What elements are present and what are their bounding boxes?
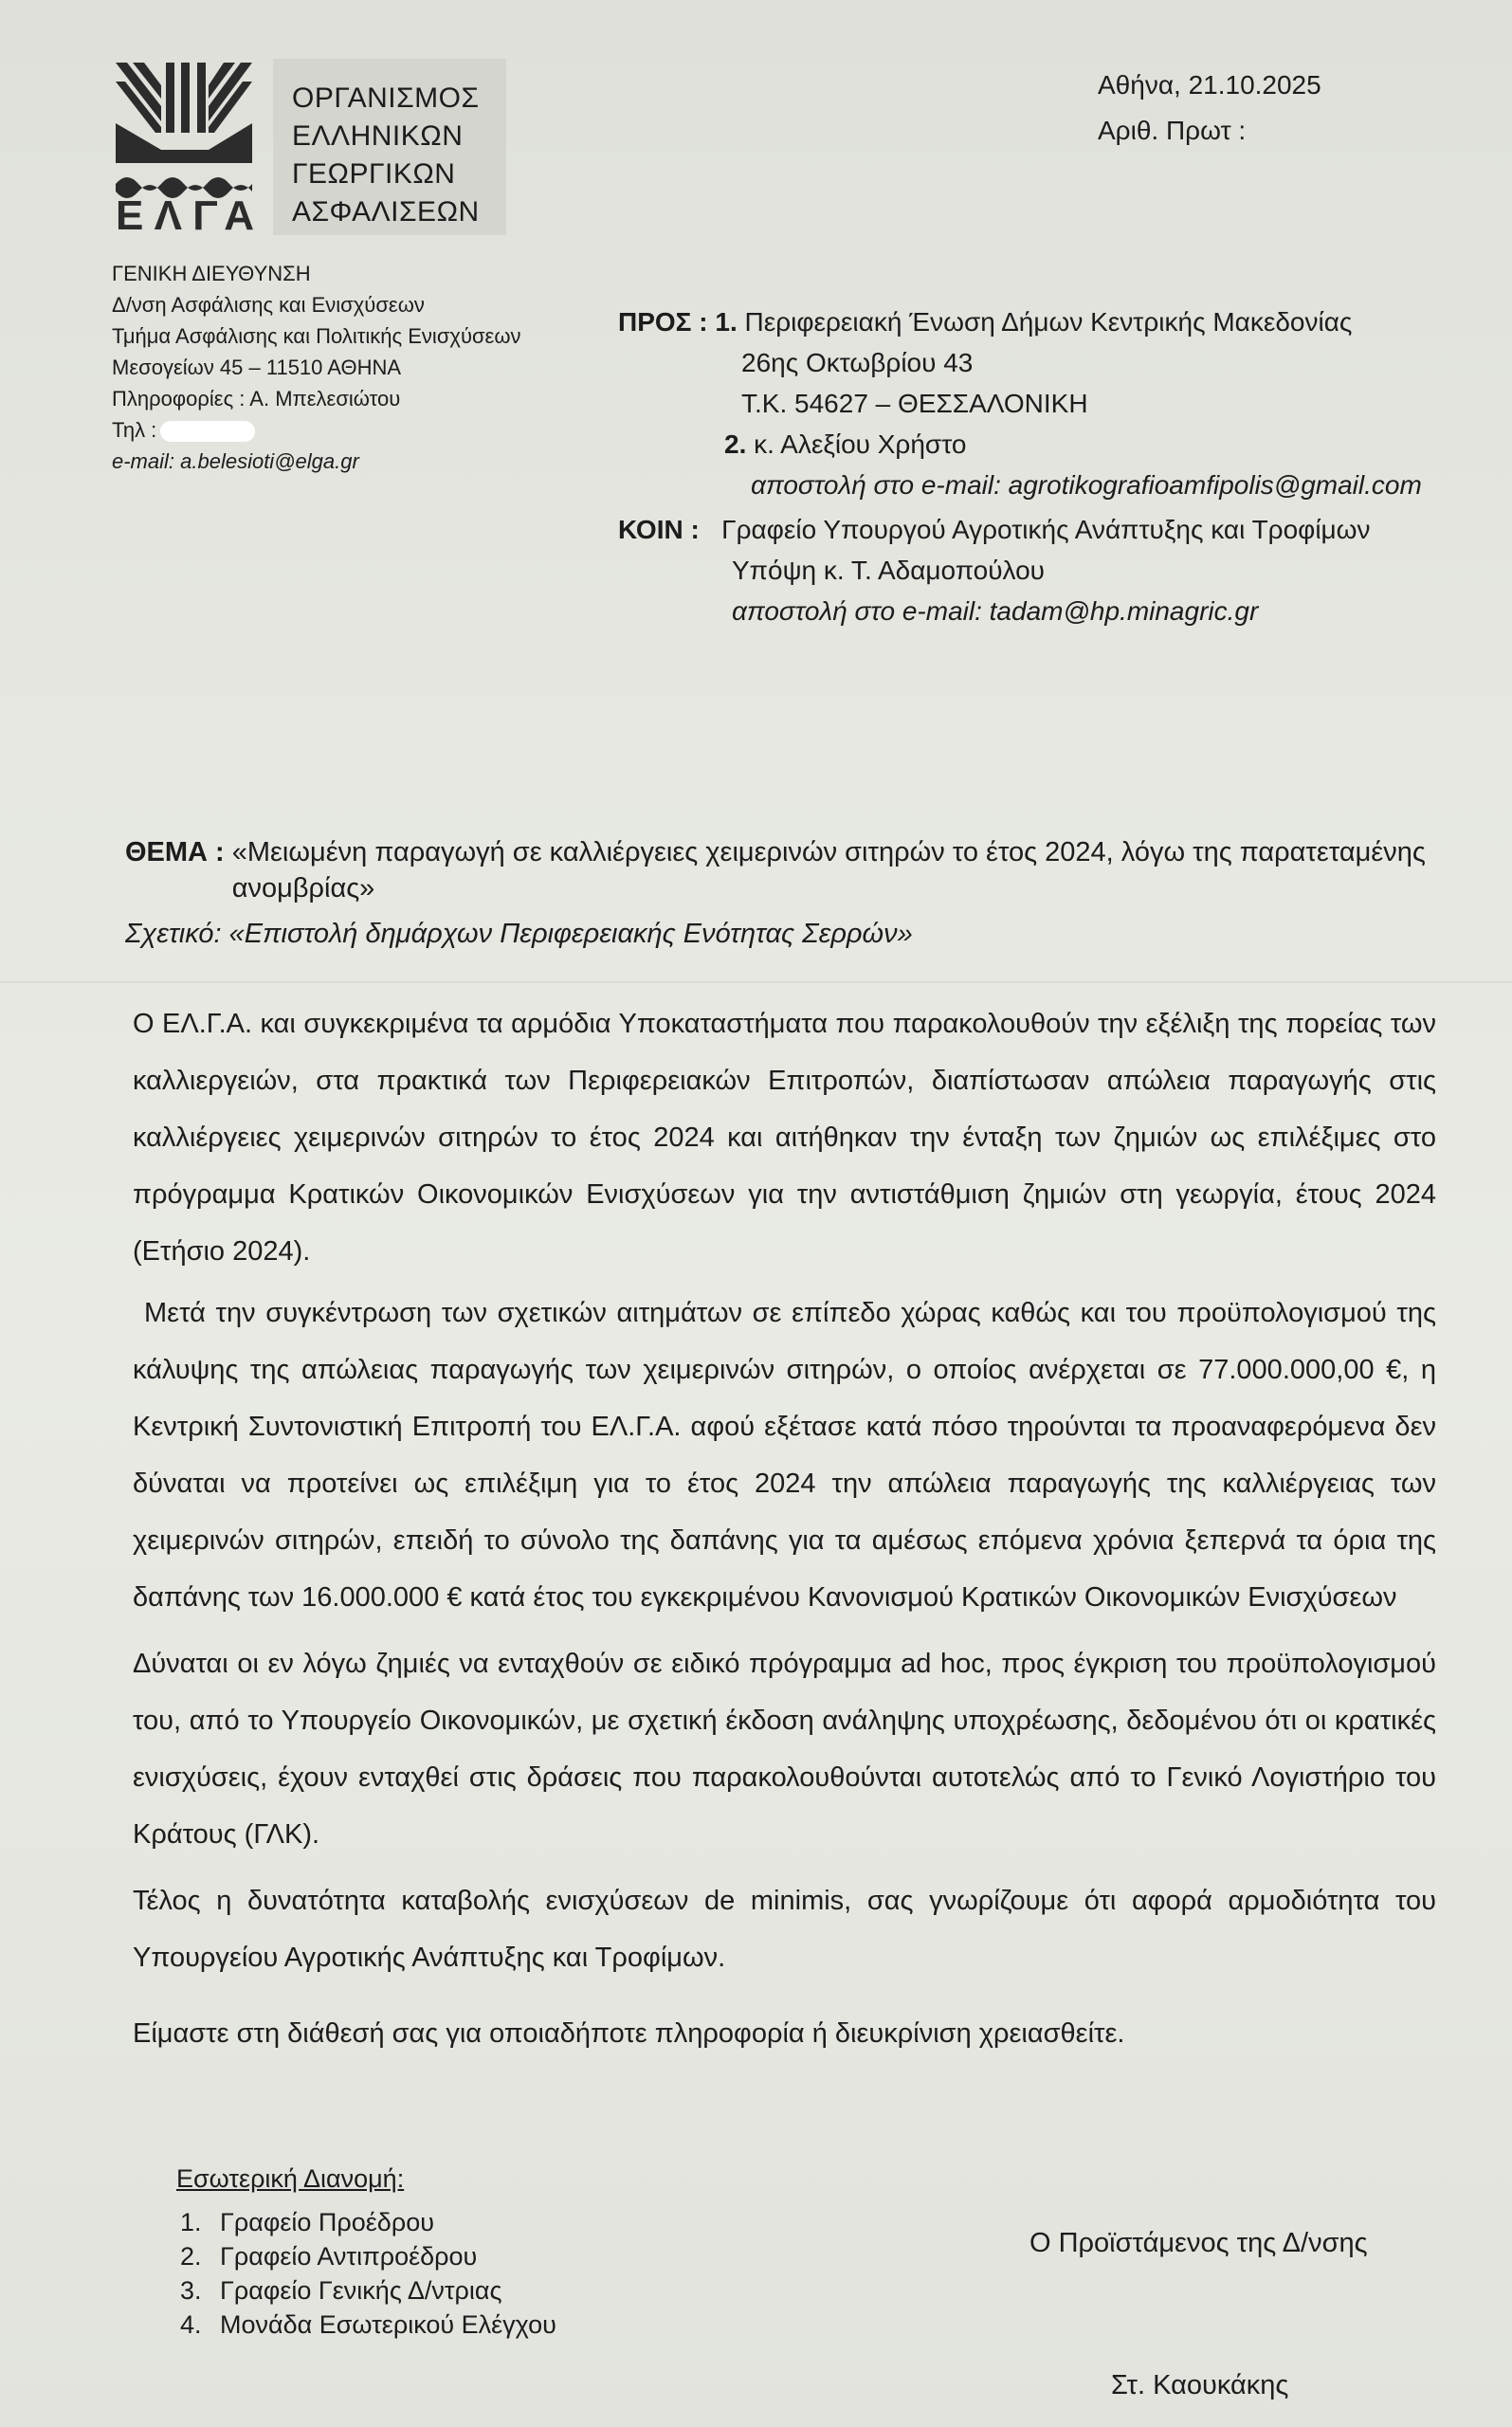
recipients-block	[618, 301, 1422, 631]
body-paragraph: Μετά την συγκέντρωση των σχετικών αιτημάτων σε επίπεδο χώρας καθώς και του προϋπολογισμού της κάλυψης της απώλειας παραγωγής των χειμερινών σιτηρών, ο οποίος ανέρχεται σε 77.000.000,00 €, η Κεντρική Συντονιστική Επιτροπή του ΕΛ.Γ.Α. αφού εξέτασε κατά πόσο τηρούνται τα προαναφερόμενα δεν δύναται να προτείνει ως επιλέξιμη για το έτος 2024 την απώλεια παραγωγής της καλλιέργειας των χειμερινών σιτηρών, επειδή το σύνολο της δαπάνης για τα αμέσως επόμενα χρόνια ξεπερνά τα όρια της δαπάνης των 16.000.000 € κατά έτος του εγκεκριμένου Κανονισμού Κρατικών Οικονομικών Ενισχύσεων	[133, 1298, 1436, 1613]
recipient-number: 1.	[715, 307, 738, 337]
distribution-item: 2. Γραφείο Αντιπροέδρου	[209, 2239, 556, 2273]
wheat-logo-icon	[114, 59, 256, 234]
document-date: Αθήνα, 21.10.2025	[1098, 70, 1321, 100]
redacted-phone	[160, 421, 255, 442]
cc-recipient: Γραφείο Υπουργού Αγροτικής Ανάπτυξης και Τροφίμων	[721, 515, 1371, 544]
subject-line	[125, 834, 1433, 906]
elga-logo	[114, 59, 256, 234]
cc-attention: Υπόψη κ. Τ. Αδαμοπούλου	[732, 556, 1045, 585]
protocol-number-label: Αριθ. Πρωτ :	[1098, 116, 1247, 145]
distribution-item: 3. Γραφείο Γενικής Δ/ντριας	[209, 2273, 556, 2308]
sender-email: e-mail: a.belesioti@elga.gr	[112, 449, 359, 473]
body-paragraph: Είμαστε στη διάθεσή σας για οποιαδήποτε πληροφορία ή διευκρίνιση χρειασθείτε.	[133, 2018, 1125, 2049]
phone-label: Τηλ :	[112, 418, 157, 442]
org-name-line: ΕΛΛΗΝΙΚΩΝ	[292, 120, 464, 152]
subject-label: ΘΕΜΑ :	[125, 837, 225, 867]
cc-email: αποστολή στο e-mail: tadam@hp.minagric.gr	[732, 596, 1259, 626]
paper-fold	[0, 981, 1512, 983]
organization-name	[273, 59, 506, 235]
sender-line: ΓΕΝΙΚΗ ΔΙΕΥΘΥΝΣΗ	[112, 262, 311, 285]
cc-label: ΚΟΙΝ :	[618, 515, 700, 544]
sender-phone	[112, 414, 521, 446]
body-paragraph: Δύναται οι εν λόγω ζημιές να ενταχθούν σε ειδικό πρόγραμμα ad hoc, προς έγκριση του προϋπολογισμού του, από το Υπουργείο Οικονομικών, με σχετική έκδοση ανάληψης υποχρέωσης, δεδομένου ότι οι κρατικές ενισχύσεις, έχουν ενταχθεί στις δράσεις που παρακολουθούνται αυτοτελώς από το Γενικό Λογιστήριο του Κράτους (ΓΛΚ).	[133, 1649, 1436, 1850]
recipient-name: Περιφερειακή Ένωση Δήμων Κεντρικής Μακεδονίας	[744, 307, 1353, 337]
distribution-item: 1. Γραφείο Προέδρου	[209, 2205, 556, 2239]
signature-name: Στ. Καουκάκης	[1111, 2370, 1289, 2400]
recipient-address: 26ης Οκτωβρίου 43	[741, 348, 974, 377]
org-name-line: ΓΕΩΡΓΙΚΩΝ	[292, 158, 456, 190]
recipient-name: κ. Αλεξίου Χρήστο	[754, 429, 967, 459]
subject-text: «Μειωμένη παραγωγή σε καλλιέργειες χειμερινών σιτηρών το έτος 2024, λόγω της παρατεταμένης ανομβρίας»	[231, 837, 1426, 903]
sender-line: Πληροφορίες : Α. Μπελεσιώτου	[112, 387, 401, 411]
recipient-number: 2.	[724, 429, 747, 459]
distribution-list	[176, 2205, 556, 2342]
cc-block	[618, 509, 1422, 550]
recipient-email: αποστολή στο e-mail: agrotikografioamfipolis@gmail.com	[751, 470, 1422, 500]
recipient-2	[724, 424, 1422, 465]
date-block	[1098, 63, 1321, 154]
body-paragraph: Τέλος η δυνατότητα καταβολής ενισχύσεων de minimis, σας γνωρίζουμε ότι αφορά αρμοδιότητα του Υπουργείου Αγροτικής Ανάπτυξης και Τροφίμων.	[133, 1886, 1436, 1973]
signature-title: Ο Προϊστάμενος της Δ/νσης	[1029, 2228, 1368, 2258]
sender-line: Δ/νση Ασφάλισης και Ενισχύσεων	[112, 293, 425, 317]
distribution-heading: Εσωτερική Διανομή:	[176, 2164, 405, 2193]
svg-text:ΕΛΓΑ: ΕΛΓΑ	[116, 192, 254, 234]
org-name-line: ΑΣΦΑΛΙΣΕΩΝ	[292, 196, 480, 228]
recipient-1	[618, 301, 1422, 342]
org-name-line: ΟΡΓΑΝΙΣΜΟΣ	[292, 82, 480, 114]
recipient-postcode: Τ.Κ. 54627 – ΘΕΣΣΑΛΟΝΙΚΗ	[741, 389, 1088, 418]
related-reference: Σχετικό: «Επιστολή δημάρχων Περιφερειακής Ενότητας Σερρών»	[125, 919, 913, 949]
internal-distribution	[176, 2162, 556, 2342]
subject-block	[125, 834, 1433, 952]
distribution-item: 4. Μονάδα Εσωτερικού Ελέγχου	[209, 2308, 556, 2342]
sender-line: Τμήμα Ασφάλισης και Πολιτικής Ενισχύσεων	[112, 324, 521, 348]
sender-line: Μεσογείων 45 – 11510 ΑΘΗΝΑ	[112, 356, 402, 379]
to-label: ΠΡΟΣ :	[618, 307, 708, 337]
body-paragraph: Ο ΕΛ.Γ.Α. και συγκεκριμένα τα αρμόδια Υποκαταστήματα που παρακολουθούν την εξέλιξη της πορείας των καλλιεργειών, στα πρακτικά των Περιφερειακών Επιτροπών, διαπίστωσαν απώλεια παραγωγής στις καλλιέργειες χειμερινών σιτηρών το έτος 2024 και αιτήθηκαν την ένταξη των ζημιών ως επιλέξιμες στο πρόγραμμα Κρατικών Οικονομικών Ενισχύσεων για την αντιστάθμιση ζημιών στη γεωργία, έτους 2024 (Ετήσιο 2024).	[133, 1009, 1436, 1267]
sender-block	[112, 258, 521, 477]
